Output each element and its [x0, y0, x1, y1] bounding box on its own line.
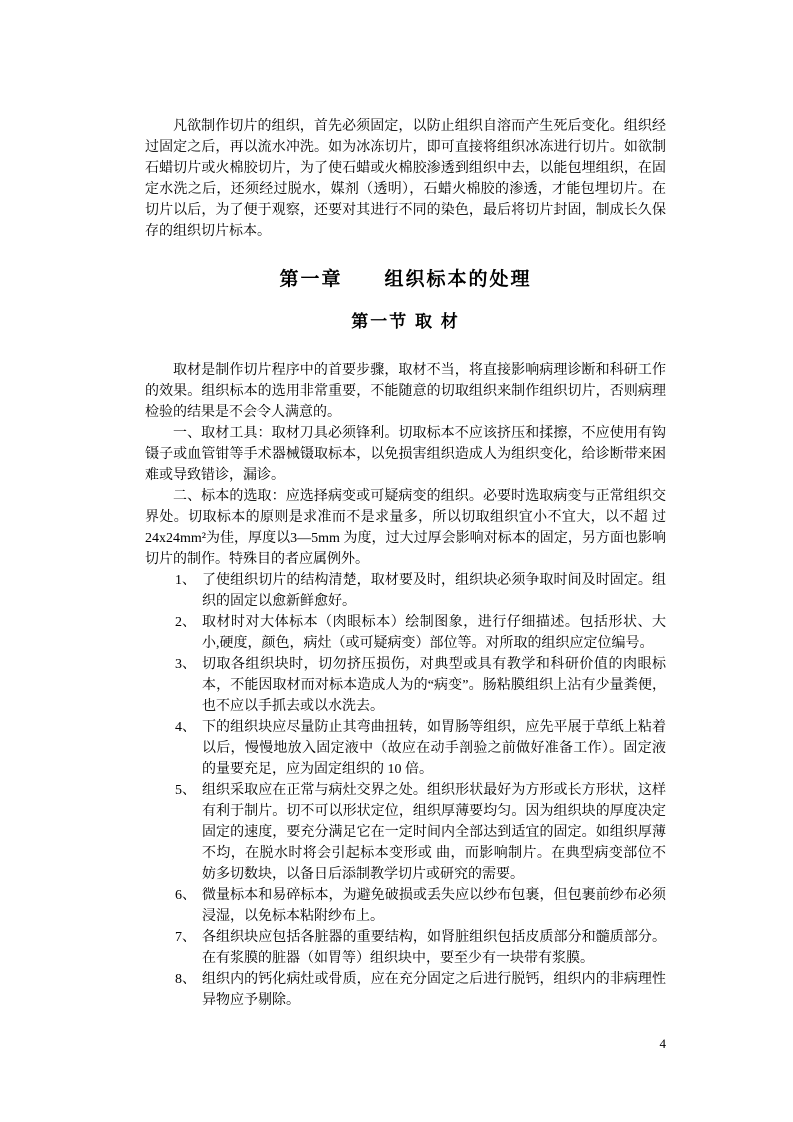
- list-item: [175, 969, 666, 1011]
- list-item-number: 5、: [175, 783, 196, 798]
- paragraph-specimen-selection: 二、标本的选取：应选择病变或可疑病变的组织。必要时选取病变与正常组织交界处。切取标本的原则是求准而不是求量多，所以切取组织宜小不宜大，以不超 过24x24mm²为佳，厚度以3—5mm 为度，过大过厚会影响对标本的固定，另方面也影响切片的制作。特殊目的者应属例外。: [145, 489, 666, 567]
- section-title: 第一节 取 材: [351, 312, 460, 331]
- list-item-number: 1、: [175, 573, 196, 588]
- list-item: [175, 654, 666, 717]
- list-item-text: 下的组织块应尽量防止其弯曲扭转，如胃肠等组织，应先平展于草纸上粘着以后，慢慢地放入固定液中（故应在动手剖验之前做好准备工作）。固定液的量要充足，应为固定组织的 10 倍。: [202, 720, 666, 777]
- list-item: [175, 717, 666, 780]
- list-item-text: 切取各组织块时，切勿挤压损伤，对典型或具有教学和科研价值的肉眼标本，不能因取材而对标本造成人为的“病变”。肠粘膜组织上沾有少量粪便，也不应以手抓去或以水洗去。: [202, 657, 666, 714]
- paragraph-intro-sampling: 取材是制作切片程序中的首要步骤，取材不当，将直接影响病理诊断和科研工作的效果。组织标本的选用非常重要，不能随意的切取组织来制作组织切片，否则病理检验的结果是不会令人满意的。: [145, 363, 666, 420]
- list-item-number: 3、: [175, 657, 196, 672]
- list-item-text: 取材时对大体标本（肉眼标本）绘制图象，进行仔细描述。包括形状、大小,硬度，颜色，病灶（或可疑病变）部位等。对所取的组织应定位编号。: [202, 615, 666, 651]
- list-item-text: 组织采取应在正常与病灶交界之处。组织形状最好为方形或长方形状，这样有利于制片。切不可以形状定位，组织厚薄要均匀。因为组织块的厚度决定固定的速度，要充分满足它在一定时间内全部达到适宜的固定。如组织厚薄不均，在脱水时将会引起标本变形或 曲，而影响制片。在典型病变部位不妨多切数块，以备日后添制教学切片或研究的需要。: [202, 783, 666, 882]
- list-item-number: 4、: [175, 720, 196, 735]
- numbered-list: [175, 570, 666, 1011]
- list-item: [175, 570, 666, 612]
- list-item-text: 了使组织切片的结构清楚，取材要及时，组织块必须争取时间及时固定。组织的固定以愈新鲜愈好。: [202, 573, 666, 609]
- list-item-number: 8、: [175, 972, 196, 987]
- list-item: [175, 885, 666, 927]
- intro-paragraph: 凡欲制作切片的组织，首先必须固定，以防止组织自溶而产生死后变化。组织经过固定之后，再以流水冲洗。如为冰冻切片，即可直接将组织冰冻进行切片。如欲制石蜡切片或火棉胶切片，为了使石蜡或火棉胶渗透到组织中去，以能包埋组织，在固定水洗之后，还须经过脱水，媒剂（透明），石蜡火棉胶的渗透，才能包埋切片。在切片以后，为了便于观察，还要对其进行不同的染色，最后将切片封固，制成长久保存的组织切片标本。: [145, 119, 666, 239]
- list-item: [175, 927, 666, 969]
- paragraph-tools: 一、取材工具：取材刀具必须锋利。切取标本不应该挤压和揉擦，不应使用有钩镊子或血管钳等手术器械镊取标本，以免损害组织造成人为组织变化，给诊断带来困难或导致错诊，漏诊。: [145, 426, 666, 483]
- list-item-text: 各组织块应包括各脏器的重要结构，如肾脏组织包括皮质部分和髓质部分。在有浆膜的脏器（如胃等）组织块中，要至少有一块带有浆膜。: [202, 930, 666, 966]
- list-item-text: 组织内的钙化病灶或骨质，应在充分固定之后进行脱钙，组织内的非病理性异物应予剔除。: [202, 972, 666, 1008]
- list-item-number: 7、: [175, 930, 196, 945]
- chapter-title: 第一章 组织标本的处理: [279, 269, 532, 290]
- page-number: 4: [659, 1036, 666, 1051]
- list-item-text: 微量标本和易碎标本，为避免破损或丢失应以纱布包裹，但包裹前纱布必须浸湿，以免标本粘附纱布上。: [202, 888, 666, 924]
- list-item: [175, 612, 666, 654]
- list-item: [175, 780, 666, 885]
- list-item-number: 6、: [175, 888, 196, 903]
- list-item-number: 2、: [175, 615, 196, 630]
